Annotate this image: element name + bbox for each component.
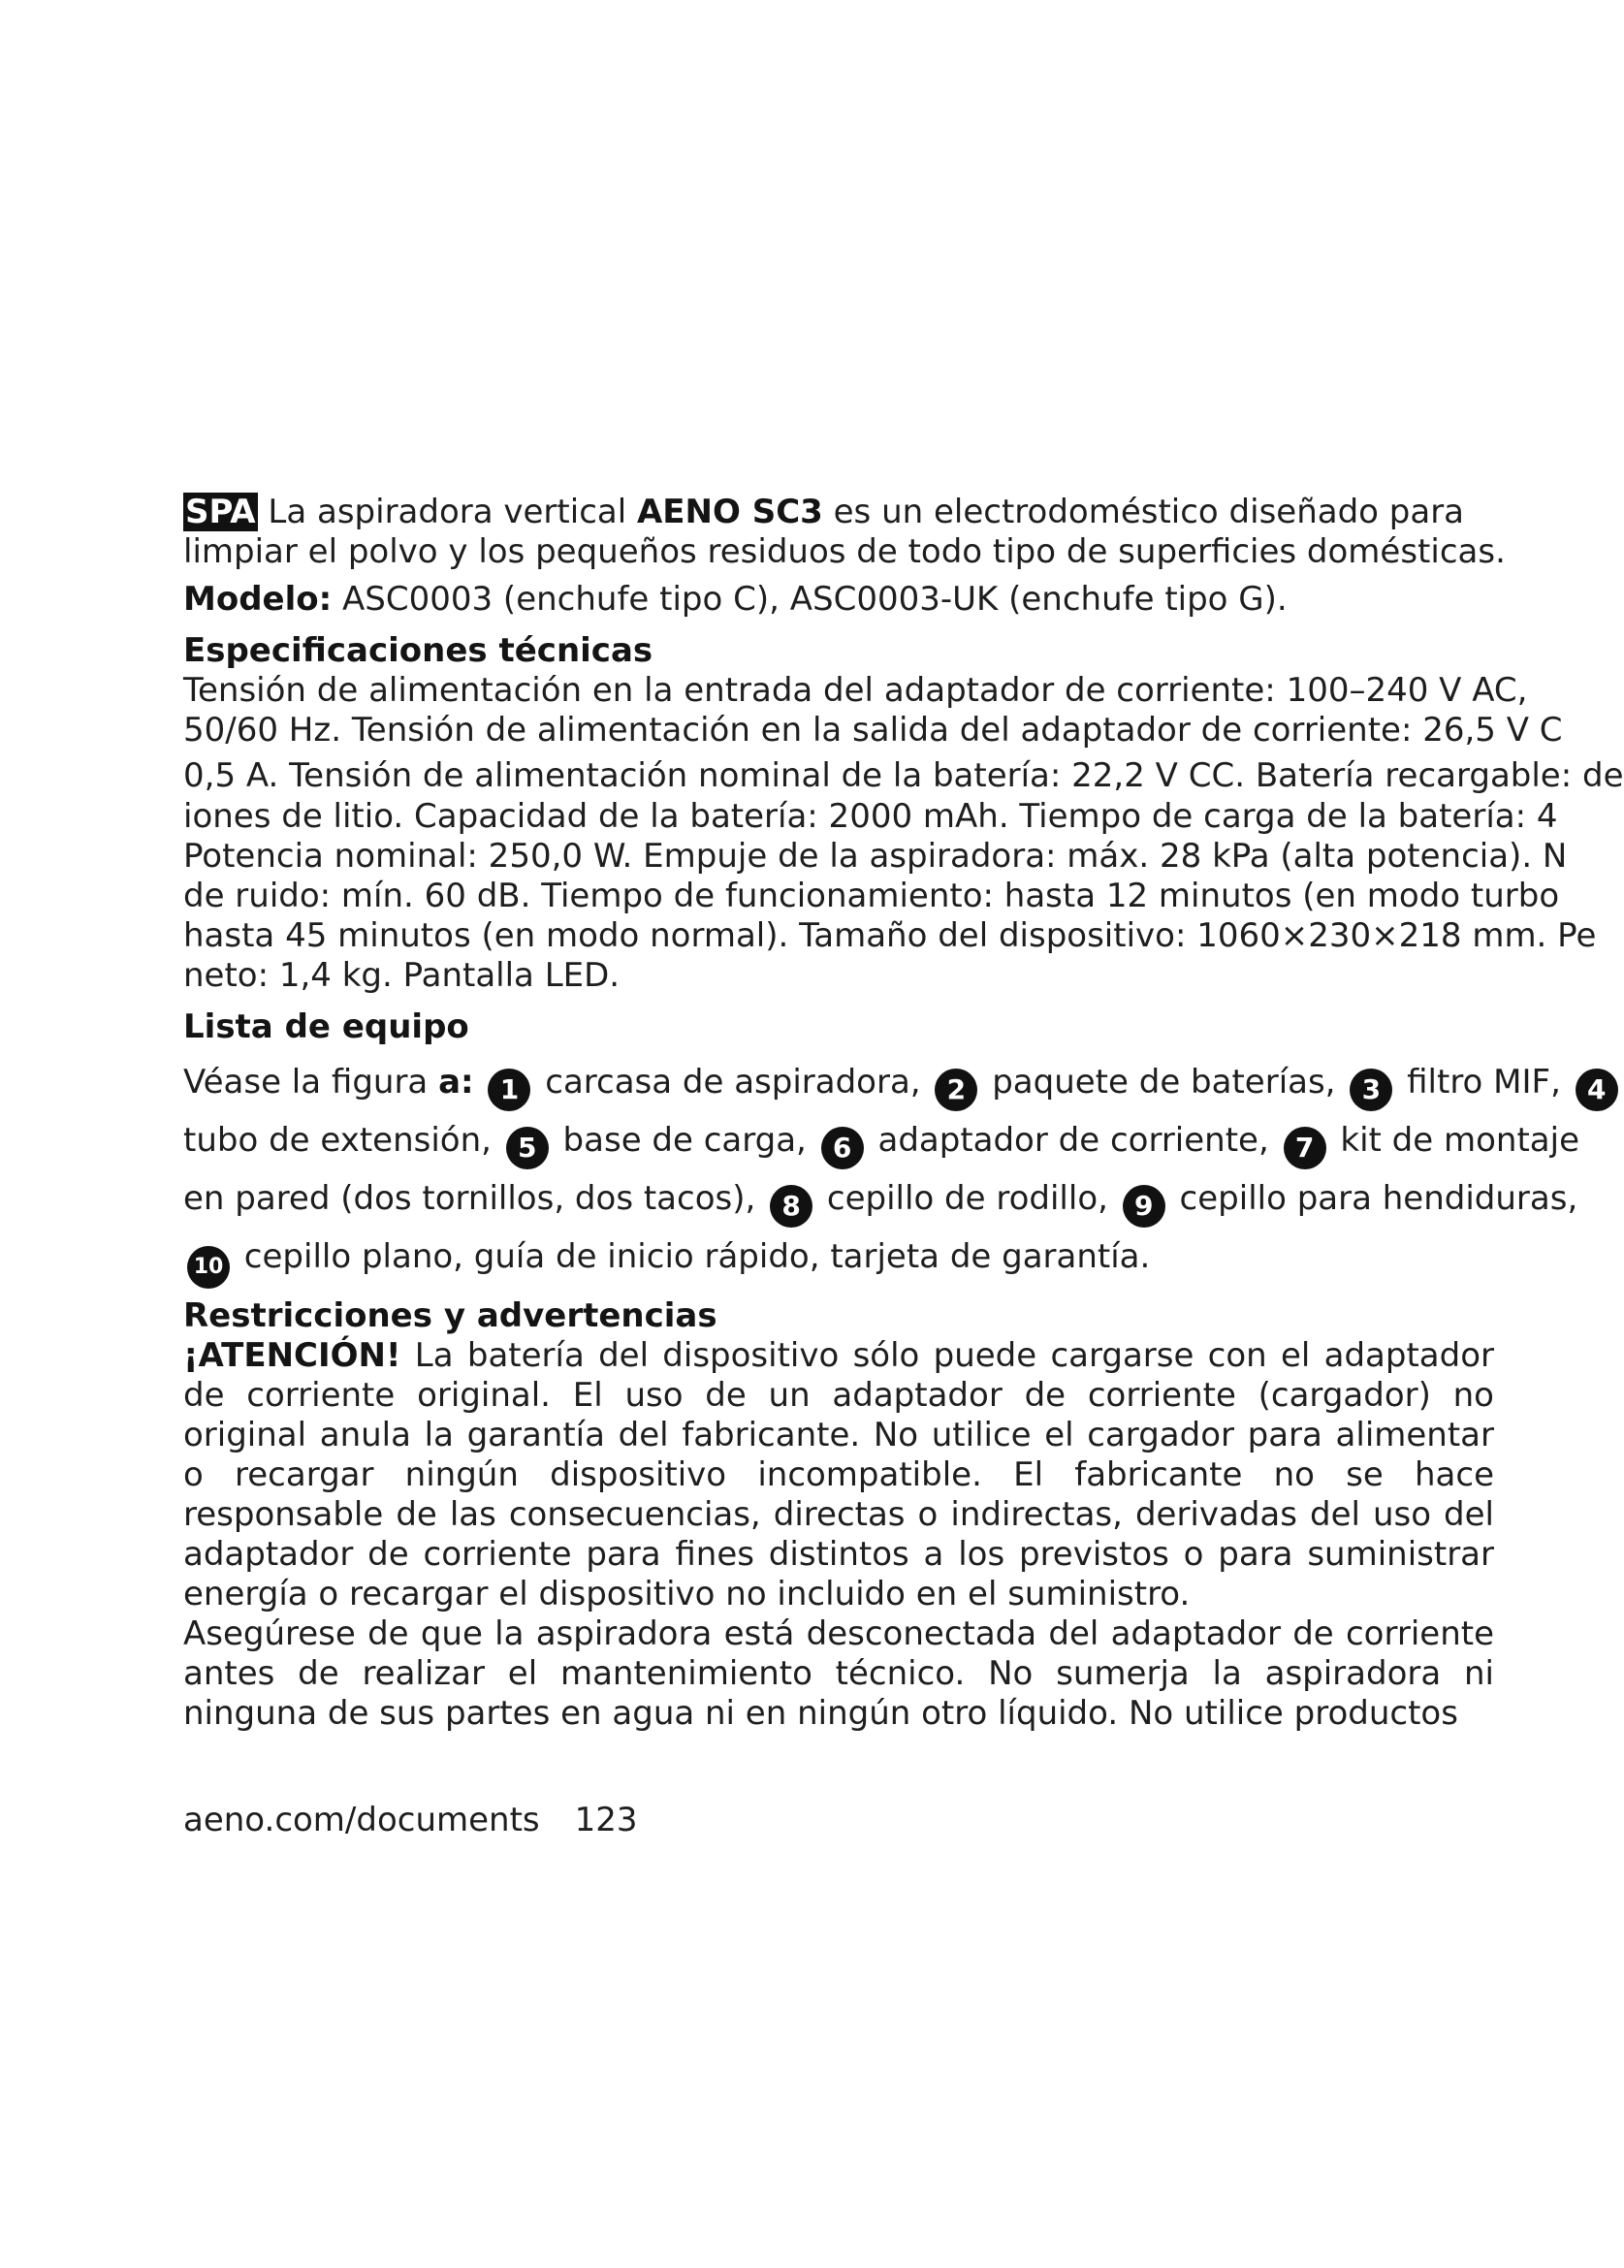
footer-url[interactable]: aeno.com/documents (183, 1801, 540, 1839)
equipment-item: cepillo para hendiduras, (1168, 1179, 1578, 1218)
number-2-icon: 2 (935, 1069, 977, 1111)
model-value: ASC0003 (enchufe tipo C), ASC0003-UK (enchufe tipo G). (332, 580, 1288, 619)
document-body (183, 493, 1624, 1734)
product-name: AENO SC3 (636, 493, 823, 531)
equipment-item: adaptador de corriente, (867, 1121, 1269, 1160)
spec-line: 50/60 Hz. Tensión de alimentación en la salida del adaptador de corriente: 26,5 V C (183, 711, 1563, 750)
spec-line: iones de litio. Capacidad de la batería: 2000 mAh. Tiempo de carga de la batería: 4 (183, 797, 1558, 836)
number-8-icon: 8 (770, 1185, 812, 1228)
spec-line: 0,5 A. Tensión de alimentación nominal de la batería: 22,2 V CC. Batería recargable: de (183, 756, 1624, 795)
equipment-item: cepillo de rodillo, (816, 1179, 1108, 1218)
equipment-item: paquete de baterías, (981, 1063, 1336, 1102)
figure-label: a: (438, 1063, 474, 1102)
restrictions-paragraph: ¡ATENCIÓN! La batería del dispositivo sólo puede cargarse con el adaptador de corriente original. El uso de un adaptador de corriente (cargador) no original anula la garantía del fabricante. No utilice el cargador para alimentar o recargar ningún dispositivo incompatible. El fabricante no se hace responsable de las consecuencias, directas o indirectas, derivadas del uso del adaptador de corriente para fines distintos a los previstos o para suministrar energía o recargar el dispositivo no incluido en el suministro. (183, 1336, 1494, 1613)
spec-line: de ruido: mín. 60 dB. Tiempo de funcionamiento: hasta 12 minutos (en modo turbo (183, 877, 1560, 915)
number-6-icon: 6 (821, 1127, 864, 1169)
number-4-icon: 4 (1576, 1069, 1618, 1111)
spec-line: hasta 45 minutos (en modo normal). Tamaño del dispositivo: 1060×230×218 mm. Pe (183, 916, 1597, 955)
page-number: 123 (574, 1801, 638, 1839)
restrictions-heading: Restricciones y advertencias (183, 1296, 717, 1335)
page-footer (183, 1801, 638, 1840)
specs-text (183, 671, 1624, 996)
intro-paragraph: SPA La aspiradora vertical AENO SC3 es un electrodoméstico diseñado para limpiar el polvo y los pequeños residuos de todo tipo de superficies domésticas. (183, 493, 1506, 571)
equipment-item: filtro MIF, (1396, 1063, 1561, 1102)
equipment-item: carcasa de aspiradora, (534, 1063, 921, 1102)
number-3-icon: 3 (1350, 1069, 1392, 1111)
model-line (183, 580, 1541, 620)
number-1-icon: 1 (488, 1069, 530, 1111)
maintenance-paragraph: Asegúrese de que la aspiradora está desconectada del adaptador de corriente antes de realizar el mantenimiento técnico. No sumerja la aspiradora ni ninguna de sus partes en agua ni en ningún otro líquido. No utilice productos (183, 1614, 1494, 1733)
number-5-icon: 5 (506, 1127, 549, 1169)
number-10-icon: 10 (187, 1246, 230, 1289)
number-9-icon: 9 (1123, 1185, 1165, 1228)
equipment-list: Véase la figura a: 1 carcasa de aspiradora, 2 paquete de baterías, 3 filtro MIF, 4 tubo de extensión, 5 base de carga, 6 adaptador de corriente, 7 kit de montaje en pared (dos tornillos, dos tacos), 8 cepillo de rodillo, 9 cepillo para hendiduras, 10 cepillo plano, guía de inicio rápido, tarjeta de garantía. (183, 1053, 1541, 1289)
number-7-icon: 7 (1284, 1127, 1326, 1169)
spec-line: Tensión de alimentación en la entrada del adaptador de corriente: 100–240 V AC, (183, 671, 1528, 710)
equipment-heading: Lista de equipo (183, 1007, 469, 1046)
specs-heading: Especificaciones técnicas (183, 631, 653, 670)
equipment-item: cepillo plano, guía de inicio rápido, tarjeta de garantía. (234, 1237, 1151, 1276)
model-label: Modelo: (183, 580, 333, 619)
equipment-item: tubo de extensión, (183, 1121, 492, 1160)
spec-line: Potencia nominal: 250,0 W. Empuje de la aspiradora: máx. 28 kPa (alta potencia). N (183, 837, 1568, 876)
spec-line: neto: 1,4 kg. Pantalla LED. (183, 956, 621, 995)
attention-label: ¡ATENCIÓN! (183, 1336, 401, 1375)
equipment-item: kit de montaje (1329, 1121, 1579, 1160)
equipment-item: base de carga, (552, 1121, 807, 1160)
equipment-item: en pared (dos tornillos, dos tacos), (183, 1179, 756, 1218)
language-tag: SPA (185, 493, 256, 531)
